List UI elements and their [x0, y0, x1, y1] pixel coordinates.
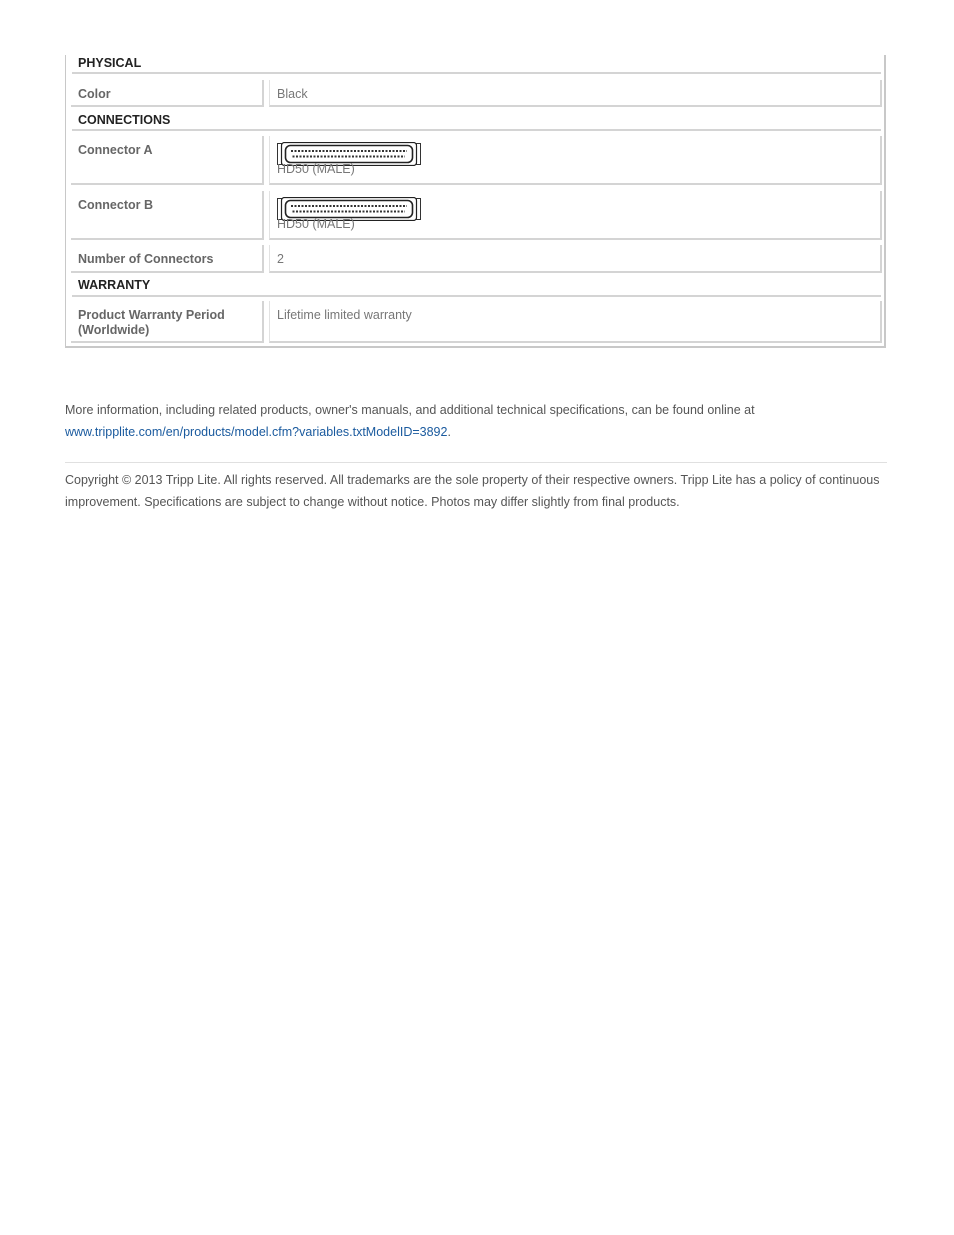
section-heading-connections: CONNECTIONS	[72, 110, 881, 131]
specifications-table	[65, 55, 886, 348]
copyright-notice: Copyright © 2013 Tripp Lite. All rights reserved. All trademarks are the sole property of their respective owners. Tripp Lite has a policy of continuous improvement. Specifications are subject to change without notice. Photos may differ slightly from final products.	[65, 473, 880, 509]
spec-label-connector-a: Connector A	[71, 136, 264, 185]
spec-label-warranty-period: Product Warranty Period (Worldwide)	[71, 301, 264, 343]
product-page-link[interactable]: www.tripplite.com/en/products/model.cfm?variables.txtModelID=3892	[65, 425, 448, 439]
spec-value-warranty-period: Lifetime limited warranty	[269, 301, 882, 343]
spec-value-number-of-connectors: 2	[269, 245, 882, 273]
connector-b-type: HD50 (MALE)	[277, 217, 355, 231]
section-heading-warranty: WARRANTY	[72, 277, 881, 297]
spec-label-number-of-connectors: Number of Connectors	[71, 245, 264, 273]
spec-label-connector-b: Connector B	[71, 191, 264, 240]
section-heading-physical: PHYSICAL	[72, 55, 881, 74]
more-information-text	[65, 399, 895, 443]
spec-label-color: Color	[71, 80, 264, 107]
footer-divider	[65, 462, 887, 463]
link-period: .	[447, 425, 451, 439]
spec-value-connector-b	[269, 191, 882, 240]
connector-a-type: HD50 (MALE)	[277, 162, 355, 176]
spec-value-connector-a	[269, 136, 882, 185]
spec-value-color: Black	[269, 80, 882, 107]
more-information-description: More information, including related products, owner's manuals, and additional technical specifications, can be found online at	[65, 403, 755, 417]
